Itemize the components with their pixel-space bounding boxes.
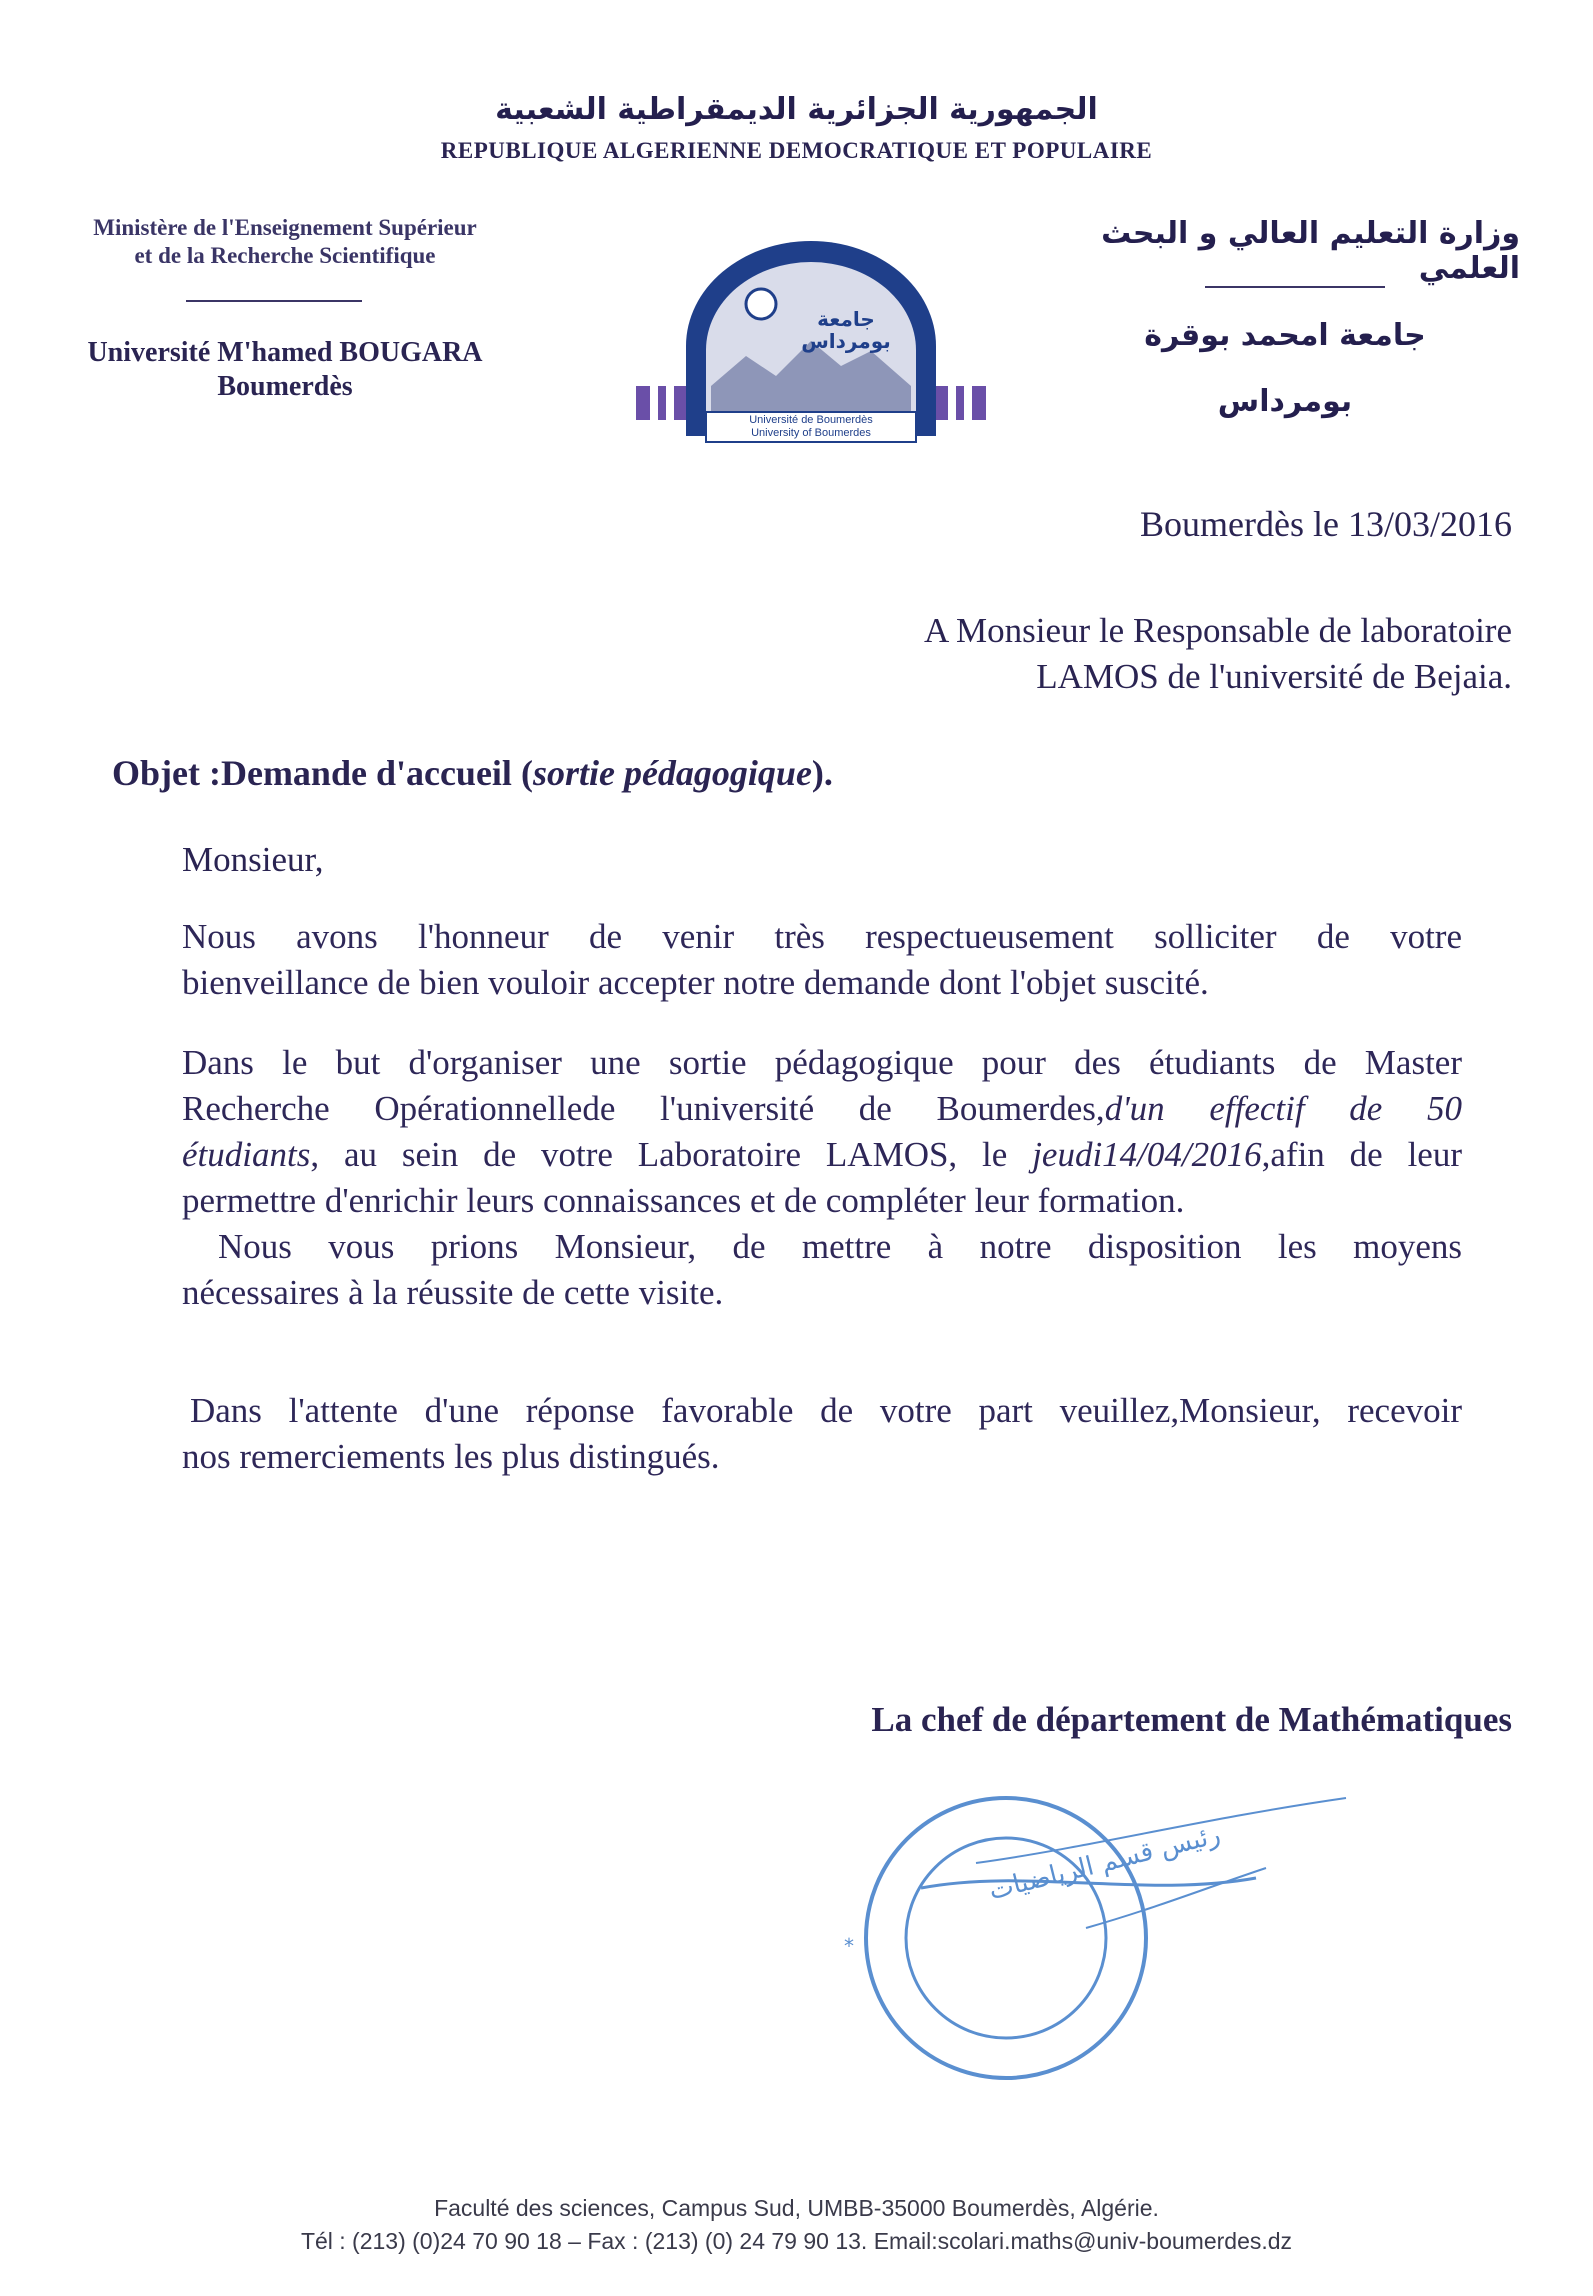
p2-line-1: Dans le but d'organiser une sortie pédagogique pour des étudiants de Master [182,1043,1462,1082]
paragraph-3 [182,1224,1462,1316]
p2-line-2 [182,1086,1462,1132]
footer-contact: Tél : (213) (0)24 70 90 18 – Fax : (213) (0) 24 79 90 13. Email:scolari.maths@univ-boumerdes.dz [300,2228,1293,2254]
stamp-graphic [826,1758,1476,2088]
university-logo [636,236,986,456]
p1-line-1: Nous avons l'honneur de venir très respectueusement solliciter de votre [182,917,1462,956]
ministry-divider [186,300,362,302]
recipient-line-1: A Monsieur le Responsable de laboratoire [923,611,1512,650]
ministry-title [40,214,530,270]
signatory-title: La chef de département de Mathématiques [871,1700,1512,1739]
logo-arabic-line-2: بومرداس [801,329,891,353]
logo-arabic-name [786,308,906,352]
arabic-republic-heading: الجمهورية الجزائرية الديمقراطية الشعبية [495,92,1098,127]
logo-caption-fr: Université de Boumerdès [749,414,873,426]
p2-line-2-a: Recherche Opérationnellede l'université de Boumerdes, [182,1089,1105,1128]
p2-line-3-d: ,afin de leur [1261,1135,1462,1174]
subject-italic: sortie pédagogique [532,753,812,793]
recipient [700,608,1512,700]
p2-line-3-c: jeudi14/04/2016 [1032,1135,1262,1174]
subject-line [112,752,833,794]
p3-line-2: nécessaires à la réussite de cette visite. [182,1273,724,1312]
ministry-line-2: et de la Recherche Scientifique [134,243,436,268]
footer-address: Faculté des sciences, Campus Sud, UMBB-35000 Boumerdès, Algérie. [434,2195,1159,2221]
recipient-line-2: LAMOS de l'université de Bejaia. [1036,657,1512,696]
salutation: Monsieur, [182,840,324,879]
p4-line-1: Dans l'attente d'une réponse favorable de votre part veuillez,Monsieur, recevoir [190,1391,1462,1430]
p2-line-4: permettre d'enrichir leurs connaissances et de compléter leur formation. [182,1181,1185,1220]
p2-line-3-a: étudiants [182,1135,311,1174]
arabic-university: جامعة امحمد بوقرة [1144,318,1426,353]
ministry-line-1: Ministère de l'Enseignement Supérieur [93,215,477,240]
p2-line-2-b: d'un effectif de 50 [1104,1089,1463,1128]
p3-line-1: Nous vous prions Monsieur, de mettre à notre disposition les moyens [218,1227,1462,1266]
stamp-text: رئيس قسم الرياضيات [985,1819,1224,1907]
p2-line-3 [182,1132,1462,1178]
letter-date: Boumerdès le 13/03/2016 [1140,504,1512,544]
paragraph-2 [182,1040,1462,1224]
logo-arabic-line-1: جامعة [817,307,875,331]
paragraph-4 [182,1388,1462,1480]
logo-caption-en: University of Boumerdes [751,427,871,439]
logo-caption [706,414,916,440]
subject-label: Objet :Demande d'accueil ( [112,753,533,793]
city-line: Boumerdès [217,371,353,402]
paragraph-1 [182,914,1462,1006]
republic-heading: REPUBLIQUE ALGERIENNE DEMOCRATIQUE ET POPULAIRE [440,138,1153,163]
arabic-city: بومرداس [1217,384,1353,419]
university-name [40,336,530,404]
p1-line-2: bienveillance de bien vouloir accepter notre demande dont l'objet suscité. [182,963,1209,1002]
subject-end: ). [811,753,833,793]
university-line: Université M'hamed BOUGARA [87,337,483,368]
p4-line-2: nos remerciements les plus distingués. [182,1437,720,1476]
official-stamp [826,1758,1476,2088]
p2-line-3-b: , au sein de votre Laboratoire LAMOS, le [310,1135,1033,1174]
svg-text:*: * [844,1934,854,1958]
arabic-divider [1205,286,1385,288]
arabic-ministry: وزارة التعليم العالي و البحث العلمي [1101,216,1520,286]
